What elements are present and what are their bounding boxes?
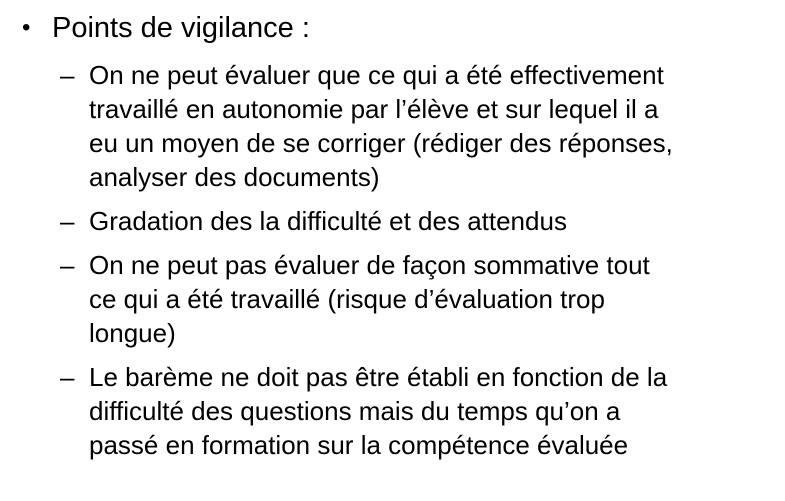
sub-bullet-text: [89, 204, 775, 238]
dash-icon: –: [60, 60, 75, 90]
sub-bullet-item: [60, 360, 775, 462]
text-line: analyser des documents): [89, 162, 380, 192]
text-line: travaillé en autonomie par l’élève et sur lequel il a: [89, 94, 659, 124]
sub-bullet-list: [60, 58, 775, 472]
dash-icon: –: [60, 362, 75, 392]
text-line: Gradation des la difficulté et des attendus: [89, 206, 567, 236]
bullet-icon: •: [22, 14, 31, 41]
text-line: eu un moyen de se corriger (rédiger des réponses,: [89, 128, 673, 158]
sub-bullet-text: [89, 248, 775, 350]
sub-bullet-text: [89, 58, 775, 194]
dash-icon: –: [60, 250, 75, 280]
text-line: ce qui a été travaillé (risque d’évaluation trop: [89, 284, 605, 314]
text-line: passé en formation sur la compétence évaluée: [89, 430, 629, 460]
text-line: difficulté des questions mais du temps qu’on a: [89, 396, 621, 426]
text-line: On ne peut pas évaluer de façon sommative tout: [89, 250, 650, 280]
sub-bullet-item: [60, 204, 775, 238]
main-bullet-item: [22, 8, 310, 48]
text-line: Le barème ne doit pas être établi en fonction de la: [89, 362, 668, 392]
sub-bullet-item: [60, 58, 775, 194]
dash-icon: –: [60, 206, 75, 236]
text-line: On ne peut évaluer que ce qui a été effectivement: [89, 60, 664, 90]
sub-bullet-item: [60, 248, 775, 350]
sub-bullet-text: [89, 360, 775, 462]
main-bullet-text: Points de vigilance :: [52, 12, 310, 44]
text-line: longue): [89, 318, 176, 348]
